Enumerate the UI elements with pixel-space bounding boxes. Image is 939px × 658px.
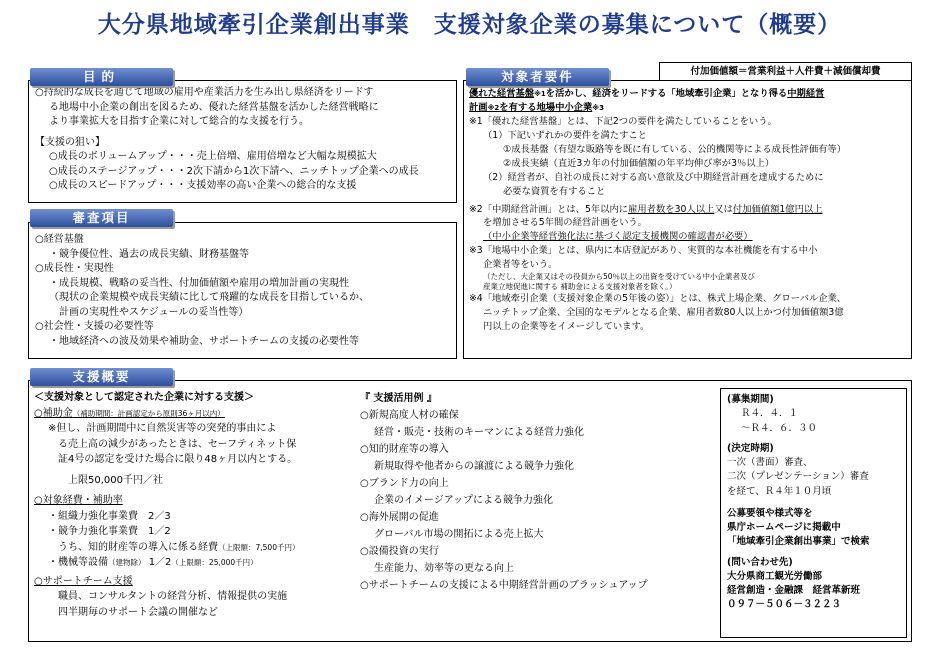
contact-section: 経営創造・金融課 経営革新班 (727, 585, 861, 596)
review-box (28, 222, 457, 359)
decision-title: (決定時期) (727, 442, 774, 454)
contact-title: (問い合わせ先) (727, 556, 793, 568)
example-head: ○知的財産等の導入 (360, 444, 449, 455)
example-sub: グローバル市場の開拓による売上拡大 (374, 529, 544, 540)
note1-item: （2）経営者が、自社の成長に対する高い意欲及び中期経営計画を達成するために (483, 171, 824, 183)
target-main-mark: ※1 (534, 90, 546, 98)
example-sub: 経営・販売・技術のキーマンによる経営力強化 (374, 427, 584, 438)
expense-note: （建物除） (108, 558, 146, 567)
note1-item: 必要な資質を有すること (503, 185, 606, 197)
notice-line: 県庁ホームページに掲載中 (727, 522, 841, 533)
review-item-head: ○成長性・実現性 (35, 263, 114, 274)
examples-title: 『 支援活用例 』 (360, 393, 437, 404)
target-main-text: を活かし、経済をリードする「地域牽引企業」となり得る (545, 88, 788, 99)
contact-dept: 大分県商工観光労働部 (727, 570, 823, 582)
example-sub: 生産能力、効率等の更なる向上 (374, 563, 514, 574)
notice-line: 「地域牽引企業創出事業」で検索 (727, 536, 870, 548)
decision-line: 一次（書面）審査、 (727, 457, 813, 468)
aim-item: ○成長のスピードアップ・・・支援効率の高い企業への総合的な支援 (49, 180, 357, 191)
note3-line: 企業者等をいう。 (483, 259, 558, 271)
subsidy-period: （補助期間：計画認定から原則36ヶ月以内） (72, 408, 225, 418)
note3-line: ※3「地場中小企業」とは、県内に本店登記があり、実質的な本社機能を有する中小 (469, 245, 818, 257)
target-main-strong: を有する地場中小企業 (499, 101, 593, 113)
subsidy-note: 証4号の認定を受けた場合に限り48ヶ月以内とする。 (58, 454, 298, 465)
review-item-sub: ・成長規模、戦略の妥当性、付加価値額や雇用の増加計画の実現性 (49, 277, 349, 289)
aim-item: ○成長のステージアップ・・・2次下請から1次下請へ、ニッチトップ企業への成長 (49, 165, 419, 177)
note4-line: ※4「地域牽引企業（支援対象企業の5年後の姿）」とは、株式上場企業、グローバル企業、 (469, 292, 847, 304)
note1-item: （1）下記いずれかの要件を満たすこと (483, 129, 647, 141)
support-team-title: ○サポートチーム支援 (34, 575, 133, 587)
value-added-formula: 付加価値額＝営業利益＋人件費＋減価償却費 (659, 62, 912, 81)
target-main-strong: 中期経営 (787, 88, 825, 99)
example-head: ○ブランド力の向上 (360, 478, 449, 489)
target-main-line1 (469, 87, 906, 101)
expense-title: ○対象経費・補助率 (34, 495, 123, 506)
support-main-title: ＜支援対象として認定された企業に対する支援＞ (34, 392, 254, 403)
target-box (463, 80, 912, 359)
support-header: 支援概要 (30, 368, 173, 386)
target-main-line2 (469, 101, 906, 115)
target-header: 対象者要件 (466, 68, 609, 86)
contact-phone: ０９７－５０６－３２２３ (727, 599, 842, 611)
note3-small: 産業立地促進に関する 補助金による支援対象者を除く。） (483, 281, 677, 291)
schedule-box (720, 388, 907, 638)
expense-text: うち、知的財産等の導入に係る経費 (58, 541, 218, 553)
note1-item: ②成長実績（直近3カ年の付加価値額の年平均伸び率が3％以上） (503, 157, 775, 169)
review-item-sub: 計画の実現性やスケジュールの妥当性等） (49, 306, 249, 318)
review-item-sub: （現状の企業規模や成長実績に比して飛躍的な成長を目指しているか、 (49, 292, 369, 303)
target-main-strong: 優れた経営基盤 (469, 88, 535, 99)
note2-line (469, 203, 906, 217)
decision-line: を経て、Ｒ４年１０月頃 (727, 485, 832, 497)
purpose-line: ○持続的な成長を通じて地域の雇用や産業活力を生み出し県経済をリードす (35, 87, 374, 98)
review-item-head: ○社会性・支援の必要性等 (35, 321, 154, 332)
expense-text: ・機械等設備 (48, 557, 108, 568)
note1-item: ①成長基盤（有望な販路等を既に有している、公的機関等による成長性評価有等） (503, 143, 847, 155)
note1-head: ※1「優れた経営基盤」とは、下記2つの要件を満たしていることをいう。 (469, 115, 777, 127)
purpose-box (28, 80, 457, 203)
aim-item: ○成長のボリュームアップ・・・売上倍増、雇用倍増など大幅な規模拡大 (49, 151, 377, 162)
notice-line: 公募要領や様式等を (727, 507, 813, 519)
aim-title: 【支援の狙い】 (35, 136, 105, 148)
example-head: ○設備投資の実行 (360, 546, 439, 557)
period-title: (募集期間) (727, 394, 774, 405)
subsidy-label: ○補助金 (34, 407, 73, 419)
expense-item: ・組織力強化事業費 2／3 (48, 510, 171, 522)
note2-underline: 付加価値額1億円以上 (732, 203, 823, 215)
note2-line: （中小企業等経営強化法に基づく認定支援機関の確認書が必要） (483, 231, 753, 243)
subsidy-note: ※但し、計画期間中に自然災害等の突発的事由によ (48, 423, 277, 434)
example-sub: 企業のイメージアップによる競争力強化 (374, 495, 553, 506)
support-examples (360, 390, 712, 594)
period-end: ～Ｒ４．６．３０ (741, 422, 818, 434)
example-sub: 新規取得や他者からの譲渡による競争力強化 (374, 461, 574, 472)
purpose-line: る地場中小企業の創出を図るため、優れた経営基盤を活かした経営戦略に (49, 101, 379, 113)
note2-underline: 雇用者数を30人以上 (628, 203, 715, 215)
note4-line: ニッチトップ企業、全国的なモデルとなる企業、雇用者数80人以上かつ付加価値額3億 (483, 306, 844, 318)
note2-text: ※2「中期経営計画」とは、5年以内に (469, 203, 629, 215)
support-left (34, 390, 354, 620)
period-start: Ｒ４．４．１ (741, 408, 799, 420)
target-main-mark: ※2 (487, 103, 500, 112)
subsidy-note: る売上高の減少があったときは、セーフティネット保 (58, 438, 297, 450)
expense-item (58, 540, 354, 556)
note4-line: 円以上の企業等をイメージしています。 (483, 320, 650, 332)
review-item-head: ○経営基盤 (35, 234, 84, 245)
support-team-line: 四半期毎のサポート会議の開催など (58, 606, 218, 618)
purpose-header: 目的 (30, 68, 173, 86)
review-header: 審査項目 (30, 209, 173, 227)
note2-text: 又は (714, 203, 733, 215)
note2-line: を増加させる5年間の経営計画をいう。 (483, 217, 647, 229)
support-team-line: 職員、コンサルタントの経営分析、情報提供の実施 (58, 591, 288, 602)
target-main-mark: ※3 (592, 103, 604, 112)
note3-small: （ただし、大企業又はその役員から50％以上の出資を受けている中小企業者及び (483, 272, 756, 282)
expense-rate: 1／2 (148, 557, 172, 568)
expense-item: ・競争力強化事業費 1／2 (48, 526, 171, 537)
example-head: ○新規高度人材の確保 (360, 410, 459, 421)
example-head: ○海外展開の促進 (360, 512, 439, 523)
purpose-line: より事業拡大を目指す企業に対して総合的な支援を行う。 (49, 116, 309, 127)
expense-cap: （上限額：25,000千円） (171, 558, 258, 567)
target-main-strong: 計画 (469, 101, 488, 113)
review-item-sub: ・地域経済への波及効果や補助金、サポートチームの支援の必要性等 (49, 335, 359, 347)
subsidy-limit: 上限50,000千円／社 (68, 474, 163, 486)
example-head: ○サポートチームの支援による中期経営計画のブラッシュアップ (360, 580, 648, 591)
page-title: 大分県地域牽引企業創出事業 支援対象企業の募集について（概要） (97, 12, 842, 38)
expense-item (48, 555, 354, 571)
expense-cap: （上限額：7,500千円） (218, 542, 300, 552)
decision-line: 二次（プレゼンテーション）審査 (727, 471, 869, 483)
subsidy-title (34, 406, 354, 422)
review-item-sub: ・競争優位性、過去の成長実績、財務基盤等 (49, 248, 249, 260)
